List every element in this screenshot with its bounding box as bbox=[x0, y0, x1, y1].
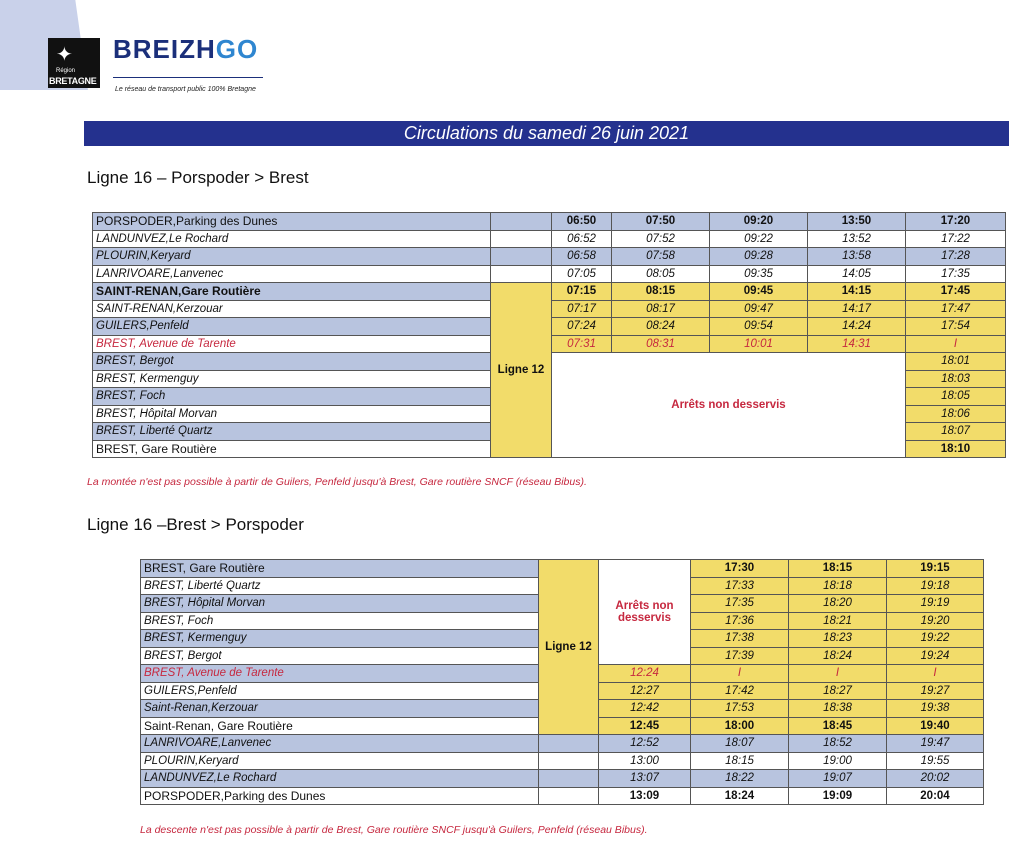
time-cell: 08:24 bbox=[612, 318, 710, 336]
time-cell: 19:27 bbox=[887, 682, 984, 700]
time-cell: 19:47 bbox=[887, 735, 984, 753]
stop-name: BREST, Foch bbox=[93, 388, 491, 406]
stop-name: GUILERS,Penfeld bbox=[141, 682, 539, 700]
table-row bbox=[93, 230, 1006, 248]
time-cell: 18:20 bbox=[789, 595, 887, 613]
time-cell: 09:20 bbox=[710, 213, 808, 231]
time-cell: 18:24 bbox=[691, 787, 789, 805]
stop-name: SAINT-RENAN,Kerzouar bbox=[93, 300, 491, 318]
empty-cell bbox=[491, 213, 552, 231]
time-cell: 13:07 bbox=[599, 770, 691, 788]
time-cell: 14:05 bbox=[808, 265, 906, 283]
time-cell: 08:17 bbox=[612, 300, 710, 318]
time-cell: 08:05 bbox=[612, 265, 710, 283]
time-cell: 09:28 bbox=[710, 248, 808, 266]
ligne12-cell: Ligne 12 bbox=[539, 560, 599, 735]
time-cell: 17:28 bbox=[906, 248, 1006, 266]
time-cell: 17:38 bbox=[691, 630, 789, 648]
bird-icon: ✦ bbox=[56, 44, 73, 66]
time-cell: 08:31 bbox=[612, 335, 710, 353]
logo-region-small: Région bbox=[56, 68, 76, 74]
time-cell: 17:33 bbox=[691, 577, 789, 595]
time-cell: 18:22 bbox=[691, 770, 789, 788]
time-cell: 18:00 bbox=[691, 717, 789, 735]
time-cell: 07:50 bbox=[612, 213, 710, 231]
schedule-table-porspoder-brest bbox=[92, 212, 1006, 458]
stop-name: PORSPODER,Parking des Dunes bbox=[93, 213, 491, 231]
table-row bbox=[93, 265, 1006, 283]
table-row bbox=[93, 248, 1006, 266]
time-cell: 07:24 bbox=[552, 318, 612, 336]
time-cell: 18:15 bbox=[789, 560, 887, 578]
stops-not-served: Arrêts non desservis bbox=[599, 560, 691, 665]
time-cell: 06:52 bbox=[552, 230, 612, 248]
stops-not-served: Arrêts non desservis bbox=[552, 353, 906, 458]
empty-cell bbox=[539, 752, 599, 770]
empty-cell bbox=[491, 248, 552, 266]
stop-name: BREST, Bergot bbox=[141, 647, 539, 665]
stop-name: BREST, Liberté Quartz bbox=[141, 577, 539, 595]
time-cell: 06:58 bbox=[552, 248, 612, 266]
time-cell: 10:01 bbox=[710, 335, 808, 353]
tagline: Le réseau de transport public 100% Bretagne bbox=[115, 86, 256, 93]
tagline-rule bbox=[113, 77, 263, 78]
stop-name: BREST, Avenue de Tarente bbox=[141, 665, 539, 683]
time-cell: 17:36 bbox=[691, 612, 789, 630]
time-cell: 19:18 bbox=[887, 577, 984, 595]
stop-name: BREST, Kermenguy bbox=[141, 630, 539, 648]
stop-name: SAINT-RENAN,Gare Routière bbox=[93, 283, 491, 301]
table2-title: Ligne 16 –Brest > Porspoder bbox=[87, 515, 304, 534]
time-cell: I bbox=[789, 665, 887, 683]
time-cell: 18:23 bbox=[789, 630, 887, 648]
region-bretagne-logo bbox=[48, 38, 100, 88]
time-cell: 19:22 bbox=[887, 630, 984, 648]
empty-cell bbox=[491, 230, 552, 248]
stop-name: PORSPODER,Parking des Dunes bbox=[141, 787, 539, 805]
time-cell: 12:52 bbox=[599, 735, 691, 753]
time-cell: 18:05 bbox=[906, 388, 1006, 406]
time-cell: 13:00 bbox=[599, 752, 691, 770]
time-cell: 17:54 bbox=[906, 318, 1006, 336]
stop-name: BREST, Avenue de Tarente bbox=[93, 335, 491, 353]
empty-cell bbox=[539, 787, 599, 805]
stop-name: LANDUNVEZ,Le Rochard bbox=[93, 230, 491, 248]
time-cell: 13:52 bbox=[808, 230, 906, 248]
table-row bbox=[141, 787, 984, 805]
time-cell: 12:24 bbox=[599, 665, 691, 683]
time-cell: 14:24 bbox=[808, 318, 906, 336]
stop-name: LANRIVOARE,Lanvenec bbox=[141, 735, 539, 753]
stop-name: BREST, Gare Routière bbox=[93, 440, 491, 458]
stop-name: Saint-Renan, Gare Routière bbox=[141, 717, 539, 735]
stop-name: BREST, Hôpital Morvan bbox=[141, 595, 539, 613]
time-cell: 18:24 bbox=[789, 647, 887, 665]
time-cell: 07:52 bbox=[612, 230, 710, 248]
table2-note: La descente n'est pas possible à partir de Brest, Gare routière SNCF jusqu'à Guilers, Penfeld (réseau Bibus). bbox=[140, 824, 648, 836]
empty-cell bbox=[539, 735, 599, 753]
stop-name: BREST, Gare Routière bbox=[141, 560, 539, 578]
time-cell: 13:50 bbox=[808, 213, 906, 231]
time-cell: 08:15 bbox=[612, 283, 710, 301]
empty-cell bbox=[491, 265, 552, 283]
time-cell: 19:19 bbox=[887, 595, 984, 613]
ligne12-cell: Ligne 12 bbox=[491, 283, 552, 458]
time-cell: I bbox=[887, 665, 984, 683]
breizhgo-logo bbox=[113, 34, 258, 65]
stop-name: GUILERS,Penfeld bbox=[93, 318, 491, 336]
table-row bbox=[141, 560, 984, 578]
stop-name: LANDUNVEZ,Le Rochard bbox=[141, 770, 539, 788]
time-cell: 20:04 bbox=[887, 787, 984, 805]
time-cell: 12:27 bbox=[599, 682, 691, 700]
stop-name: BREST, Hôpital Morvan bbox=[93, 405, 491, 423]
time-cell: 17:47 bbox=[906, 300, 1006, 318]
stop-name: BREST, Foch bbox=[141, 612, 539, 630]
time-cell: 07:05 bbox=[552, 265, 612, 283]
time-cell: 17:20 bbox=[906, 213, 1006, 231]
time-cell: 18:52 bbox=[789, 735, 887, 753]
time-cell: 13:09 bbox=[599, 787, 691, 805]
time-cell: 19:38 bbox=[887, 700, 984, 718]
time-cell: 19:00 bbox=[789, 752, 887, 770]
table-row bbox=[141, 770, 984, 788]
time-cell: 18:38 bbox=[789, 700, 887, 718]
time-cell: 14:15 bbox=[808, 283, 906, 301]
stop-name: BREST, Kermenguy bbox=[93, 370, 491, 388]
time-cell: 07:31 bbox=[552, 335, 612, 353]
empty-cell bbox=[539, 770, 599, 788]
stop-name: BREST, Bergot bbox=[93, 353, 491, 371]
table-row bbox=[93, 283, 1006, 301]
stop-name: LANRIVOARE,Lanvenec bbox=[93, 265, 491, 283]
time-cell: 17:35 bbox=[906, 265, 1006, 283]
stop-name: PLOURIN,Keryard bbox=[93, 248, 491, 266]
time-cell: 20:02 bbox=[887, 770, 984, 788]
time-cell: 17:35 bbox=[691, 595, 789, 613]
time-cell: 09:54 bbox=[710, 318, 808, 336]
schedule-table-brest-porspoder bbox=[140, 559, 984, 805]
table1-title: Ligne 16 – Porspoder > Brest bbox=[87, 168, 309, 187]
table-row bbox=[141, 735, 984, 753]
table-row bbox=[93, 213, 1006, 231]
time-cell: 18:15 bbox=[691, 752, 789, 770]
time-cell: 09:35 bbox=[710, 265, 808, 283]
time-cell: 14:31 bbox=[808, 335, 906, 353]
time-cell: 17:22 bbox=[906, 230, 1006, 248]
time-cell: 17:53 bbox=[691, 700, 789, 718]
date-banner: Circulations du samedi 26 juin 2021 bbox=[84, 121, 1009, 146]
time-cell: 07:58 bbox=[612, 248, 710, 266]
time-cell: 17:45 bbox=[906, 283, 1006, 301]
time-cell: 07:17 bbox=[552, 300, 612, 318]
time-cell: 19:09 bbox=[789, 787, 887, 805]
logo-region-name: BRETAGNE bbox=[49, 76, 97, 86]
time-cell: 18:10 bbox=[906, 440, 1006, 458]
stop-name: Saint-Renan,Kerzouar bbox=[141, 700, 539, 718]
time-cell: 19:55 bbox=[887, 752, 984, 770]
time-cell: 17:30 bbox=[691, 560, 789, 578]
stop-name: BREST, Liberté Quartz bbox=[93, 423, 491, 441]
time-cell: 18:03 bbox=[906, 370, 1006, 388]
time-cell: 09:22 bbox=[710, 230, 808, 248]
time-cell: 07:15 bbox=[552, 283, 612, 301]
time-cell: 06:50 bbox=[552, 213, 612, 231]
time-cell: 12:45 bbox=[599, 717, 691, 735]
stop-name: PLOURIN,Keryard bbox=[141, 752, 539, 770]
time-cell: 18:18 bbox=[789, 577, 887, 595]
time-cell: 18:45 bbox=[789, 717, 887, 735]
time-cell: 19:07 bbox=[789, 770, 887, 788]
time-cell: 19:15 bbox=[887, 560, 984, 578]
table-row bbox=[141, 752, 984, 770]
time-cell: 18:06 bbox=[906, 405, 1006, 423]
time-cell: 18:07 bbox=[906, 423, 1006, 441]
time-cell: 17:39 bbox=[691, 647, 789, 665]
time-cell: 19:20 bbox=[887, 612, 984, 630]
time-cell: 12:42 bbox=[599, 700, 691, 718]
time-cell: I bbox=[691, 665, 789, 683]
time-cell: 09:45 bbox=[710, 283, 808, 301]
time-cell: 17:42 bbox=[691, 682, 789, 700]
brand-part2: GO bbox=[215, 34, 259, 64]
time-cell: 14:17 bbox=[808, 300, 906, 318]
time-cell: 18:01 bbox=[906, 353, 1006, 371]
table1-note: La montée n'est pas possible à partir de Guilers, Penfeld jusqu'à Brest, Gare routière SNCF (réseau Bibus). bbox=[87, 476, 587, 488]
brand-part1: BREIZH bbox=[113, 34, 216, 64]
time-cell: 13:58 bbox=[808, 248, 906, 266]
time-cell: I bbox=[906, 335, 1006, 353]
time-cell: 18:21 bbox=[789, 612, 887, 630]
time-cell: 18:07 bbox=[691, 735, 789, 753]
time-cell: 19:40 bbox=[887, 717, 984, 735]
time-cell: 19:24 bbox=[887, 647, 984, 665]
time-cell: 18:27 bbox=[789, 682, 887, 700]
time-cell: 09:47 bbox=[710, 300, 808, 318]
